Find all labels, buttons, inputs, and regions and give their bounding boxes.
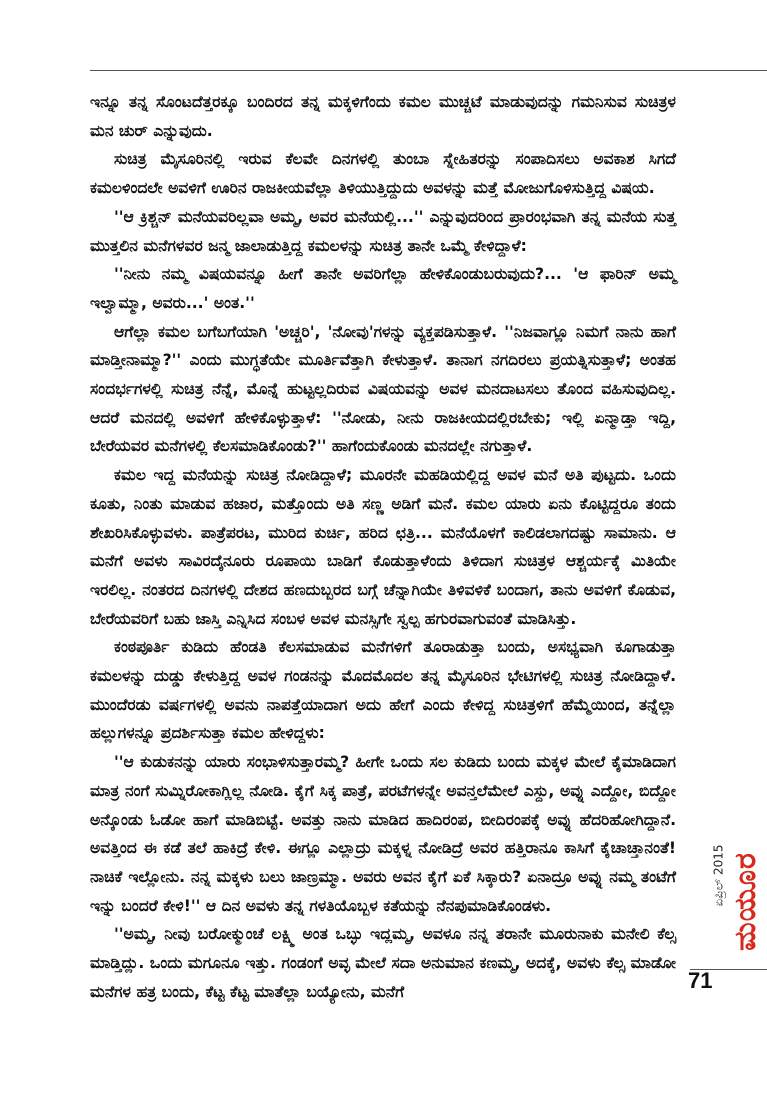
header-rule	[90, 70, 767, 71]
paragraph-1: ಇನ್ನೂ ತನ್ನ ಸೊಂಟದೆತ್ತರಕ್ಕೂ ಬಂದಿರದ ತನ್ನ ಮಕ್ಕಳಿಗೆಂದು ಕಮಲ ಮುಚ್ಚಟೆ ಮಾಡುವುದನ್ನು ಗಮನಿಸುವ ಸುಚಿತ್ರಳ ಮನ ಚುರ್ ಎನ್ನುವುದು.	[90, 93, 676, 140]
paragraph-4: ''ನೀನು ನಮ್ಮ ವಿಷಯವನ್ನೂ ಹೀಗೆ ತಾನೇ ಅವರಿಗೆಲ್ಲಾ ಹೇಳಿಕೊಂಡುಬರುವುದು?... 'ಆ ಫಾರಿನ್ ಅಮ್ಮ ಇಲ್ವಾಮ್ಮಾ, ಅವರು...' ಅಂತ.''	[90, 265, 676, 312]
issue-date	[711, 810, 727, 940]
page-number: 71	[688, 968, 713, 993]
issue-date-text: ಏಪ್ರಿಲ್ 2015	[711, 844, 726, 906]
paragraph-6: ಕಮಲ ಇದ್ದ ಮನೆಯನ್ನು ಸುಚಿತ್ರ ನೋಡಿದ್ದಾಳೆ; ಮೂರನೇ ಮಹಡಿಯಲ್ಲಿದ್ದ ಅವಳ ಮನೆ ಅತಿ ಪುಟ್ಟದು. ಒಂದು ಕೂತು, ನಿಂತು ಮಾಡುವ ಹಜಾರ, ಮತ್ತೊಂದು ಅತಿ ಸಣ್ಣ ಅಡಿಗೆ ಮನೆ. ಕಮಲ ಯಾರು ಏನು ಕೊಟ್ಟಿದ್ದರೂ ತಂದು ಶೇಖರಿಸಿಕೊಳ್ಳುವಳು. ಪಾತ್ರೆಪರಟ, ಮುರಿದ ಕುರ್ಚಿ, ಹರಿದ ಛತ್ರಿ... ಮನೆಯೊಳಗೆ ಕಾಲಿಡಲಾಗದಷ್ಟು ಸಾಮಾನು. ಆ ಮನೆಗೆ ಅವಳು ಸಾವಿರದೈನೂರು ರೂಪಾಯಿ ಬಾಡಿಗೆ ಕೊಡುತ್ತಾಳೆಂದು ತಿಳಿದಾಗ ಸುಚಿತ್ರಳ ಆಶ್ಚರ್ಯಕ್ಕೆ ಮಿತಿಯೇ ಇರಲಿಲ್ಲ. ನಂತರದ ದಿನಗಳಲ್ಲಿ ದೇಶದ ಹಣದುಬ್ಬರದ ಬಗ್ಗೆ ಚೆನ್ನಾಗಿಯೇ ತಿಳಿವಳಿಕೆ ಬಂದಾಗ, ತಾನು ಅವಳಿಗೆ ಕೊಡುವ, ಬೇರೆಯವರಿಗೆ ಬಹು ಜಾಸ್ತಿ ಎನ್ನಿಸಿದ ಸಂಬಳ ಅವಳ ಮನಸ್ಸಿಗೇ ಸ್ವಲ್ಪ ಹಗುರವಾಗುವಂತೆ ಮಾಡಿಸಿತ್ತು.	[90, 466, 676, 628]
paragraph-3: ''ಆ ಕ್ರಿಶ್ಚನ್ ಮನೆಯವರಿಲ್ಲವಾ ಅಮ್ಮ, ಅವರ ಮನೆಯಲ್ಲಿ...'' ಎನ್ನುವುದರಿಂದ ಪ್ರಾರಂಭವಾಗಿ ತನ್ನ ಮನೆಯ ಸುತ್ತ ಮುತ್ತಲಿನ ಮನೆಗಳವರ ಜನ್ಮ ಜಾಲಾಡುತ್ತಿದ್ದ ಕಮಲಳನ್ನು ಸುಚಿತ್ರ ತಾನೇ ಒಮ್ಮೆ ಕೇಳಿದ್ದಾಳೆ:	[90, 207, 676, 255]
paragraph-7: ಕಂಠಪೂರ್ತಿ ಕುಡಿದು ಹೆಂಡತಿ ಕೆಲಸಮಾಡುವ ಮನೆಗಳಿಗೆ ತೂರಾಡುತ್ತಾ ಬಂದು, ಅಸಭ್ಯವಾಗಿ ಕೂಗಾಡುತ್ತಾ ಕಮಲಳನ್ನು ದುಡ್ಡು ಕೇಳುತ್ತಿದ್ದ ಅವಳ ಗಂಡನನ್ನು ಮೊದಮೊದಲ ತನ್ನ ಮೈಸೂರಿನ ಭೇಟಿಗಳಲ್ಲಿ ಸುಚಿತ್ರ ನೋಡಿದ್ದಾಳೆ. ಮುಂದೆರಡು ವರ್ಷಗಳಲ್ಲಿ ಅವನು ನಾಪತ್ತೆಯಾದಾಗ ಅದು ಹೇಗೆ ಎಂದು ಕೇಳಿದ್ದ ಸುಚಿತ್ರಳಿಗೆ ಹೆಮ್ಮೆಯಿಂದ, ತನ್ನೆಲ್ಲಾ ಹಲ್ಲುಗಳನ್ನೂ ಪ್ರದರ್ಶಿಸುತ್ತಾ ಕಮಲ ಹೇಳಿದ್ದಳು:	[90, 638, 676, 743]
magazine-brand-text: ಮಯೂರ	[727, 851, 763, 951]
magazine-brand	[728, 838, 762, 964]
paragraph-9: ''ಅಮ್ಮ, ನೀವು ಬರೋಕ್ಮುಂಚೆ ಲಕ್ಷ್ಮಿ ಅಂತ ಒಬ್ಳು ಇದ್ಲಮ್ಮ, ಅವಳೂ ನನ್ನ ತರಾನೇ ಮೂರುನಾಕು ಮನೇಲಿ ಕೆಲ್ಸ ಮಾಡ್ತಿದ್ಲು. ಒಂದು ಮಗೂನೂ ಇತ್ತು. ಗಂಡಂಗೆ ಅವ್ಳ ಮೇಲೆ ಸದಾ ಅನುಮಾನ ಕಣಮ್ಮ, ಅದಕ್ಕೆ, ಅವಳು ಕೆಲ್ಸ ಮಾಡೋ ಮನೆಗಳ ಹತ್ರ ಬಂದು, ಕೆಟ್ಟ ಕೆಟ್ಟ ಮಾತೆಲ್ಲಾ ಬಯ್ಯೋನು, ಮನೆಗೆ	[90, 925, 676, 1001]
paragraph-5: ಆಗೆಲ್ಲಾ ಕಮಲ ಬಗೆಬಗೆಯಾಗಿ 'ಅಚ್ಚರಿ', 'ನೋವು'ಗಳನ್ನು ವ್ಯಕ್ತಪಡಿಸುತ್ತಾಳೆ. ''ನಿಜವಾಗ್ಲೂ ನಿಮಗೆ ನಾನು ಹಾಗೆ ಮಾಡ್ತೀನಾಮ್ಮಾ?'' ಎಂದು ಮುಗ್ಧತೆಯೇ ಮೂರ್ತಿವೆತ್ತಾಗಿ ಕೇಳುತ್ತಾಳೆ. ತಾನಾಗ ನಗದಿರಲು ಪ್ರಯತ್ನಿಸುತ್ತಾಳೆ; ಅಂತಹ ಸಂದರ್ಭಗಳಲ್ಲಿ ಸುಚಿತ್ರ ನೆನ್ನೆ, ಮೊನ್ನೆ ಹುಟ್ಟಲ್ಲದಿರುವ ವಿಷಯವನ್ನು ಅವಳ ಮನದಾಟಸಲು ತೊಂದ ವಹಿಸುವುದಿಲ್ಲ. ಆದರೆ ಮನದಲ್ಲಿ ಅವಳಿಗೆ ಹೇಳಿಕೊಳ್ಳುತ್ತಾಳೆ: ''ನೋಡು, ನೀನು ರಾಜಕೀಯದಲ್ಲಿರಬೇಕು; ಇಲ್ಲಿ ಏನ್ಮಾಡ್ತಾ ಇದ್ದಿ, ಬೇರೆಯವರ ಮನೆಗಳಲ್ಲಿ ಕೆಲಸಮಾಡಿಕೊಂಡು?'' ಹಾಗೆಂದುಕೊಂಡು ಮನದಲ್ಲೇ ನಗುತ್ತಾಳೆ.	[90, 322, 676, 456]
article-body	[90, 88, 676, 1007]
paragraph-2: ಸುಚಿತ್ರ ಮೈಸೂರಿನಲ್ಲಿ ಇರುವ ಕೆಲವೇ ದಿನಗಳಲ್ಲಿ ತುಂಬಾ ಸ್ನೇಹಿತರನ್ನು ಸಂಪಾದಿಸಲು ಅವಕಾಶ ಸಿಗದೆ ಕಮಲಳಿಂದಲೇ ಅವಳಿಗೆ ಊರಿನ ರಾಜಕೀಯವೆಲ್ಲಾ ತಿಳಿಯುತ್ತಿದ್ದುದು ಅವಳನ್ನು ಮತ್ತೆ ಮೋಜುಗೊಳಿಸುತ್ತಿದ್ದ ವಿಷಯ.	[90, 150, 676, 198]
paragraph-8: ''ಆ ಕುಡುಕನನ್ನು ಯಾರು ಸಂಭಾಳಿಸುತ್ತಾರಮ್ಮ? ಹೀಗೇ ಒಂದು ಸಲ ಕುಡಿದು ಬಂದು ಮಕ್ಕಳ ಮೇಲೆ ಕೈಮಾಡಿದಾಗ ಮಾತ್ರ ನಂಗೆ ಸುಮ್ನಿರೋಕಾಗ್ಲಿಲ್ಲ ನೋಡಿ. ಕೈಗೆ ಸಿಕ್ಕ ಪಾತ್ರೆ, ಪರಟೆಗಳನ್ನೇ ಅವನ್ತಲೆಮೇಲೆ ಎಸ್ದು, ಅವ್ನು ಎದ್ದೋ, ಬಿದ್ದೋ ಅನ್ಕೊಂಡು ಓಡೋ ಹಾಗೆ ಮಾಡಿಬಿಟ್ಟೆ. ಅವತ್ತು ನಾನು ಮಾಡಿದ ಹಾದಿರಂಪ, ಬೀದಿರಂಪಕ್ಕೆ ಅವ್ನು ಹೆದರಿಹೋಗಿದ್ದಾನೆ. ಅವತ್ತಿಂದ ಈ ಕಡೆ ತಲೆ ಹಾಕಿದ್ರೆ ಕೇಳಿ. ಈಗ್ಲೂ ಎಲ್ಲಾದ್ರು ಮಕ್ಕಳ್ನ ನೋಡಿದ್ರೆ ಅವರ ಹತ್ತಿರಾನೂ ಕಾಸಿಗೆ ಕೈಚಾಚ್ತಾನಂತೆ! ನಾಚಿಕೆ ಇಲ್ಲೋನು. ನನ್ನ ಮಕ್ಕಳು ಬಲು ಜಾಣ್ರಮ್ಮಾ. ಅವರು ಅವನ ಕೈಗೆ ಏಕೆ ಸಿಕ್ಕಾರು? ಏನಾದ್ರೂ ಅವ್ನು ನಮ್ಮ ತಂಟೆಗೆ ಇನ್ನು ಬಂದರೆ ಕೇಳಿ!'' ಆ ದಿನ ಅವಳು ತನ್ನ ಗಳತಿಯೊಬ್ಬಳ ಕತೆಯನ್ನು ನೆನಪುಮಾಡಿಕೊಂಡಳು.	[90, 753, 676, 915]
